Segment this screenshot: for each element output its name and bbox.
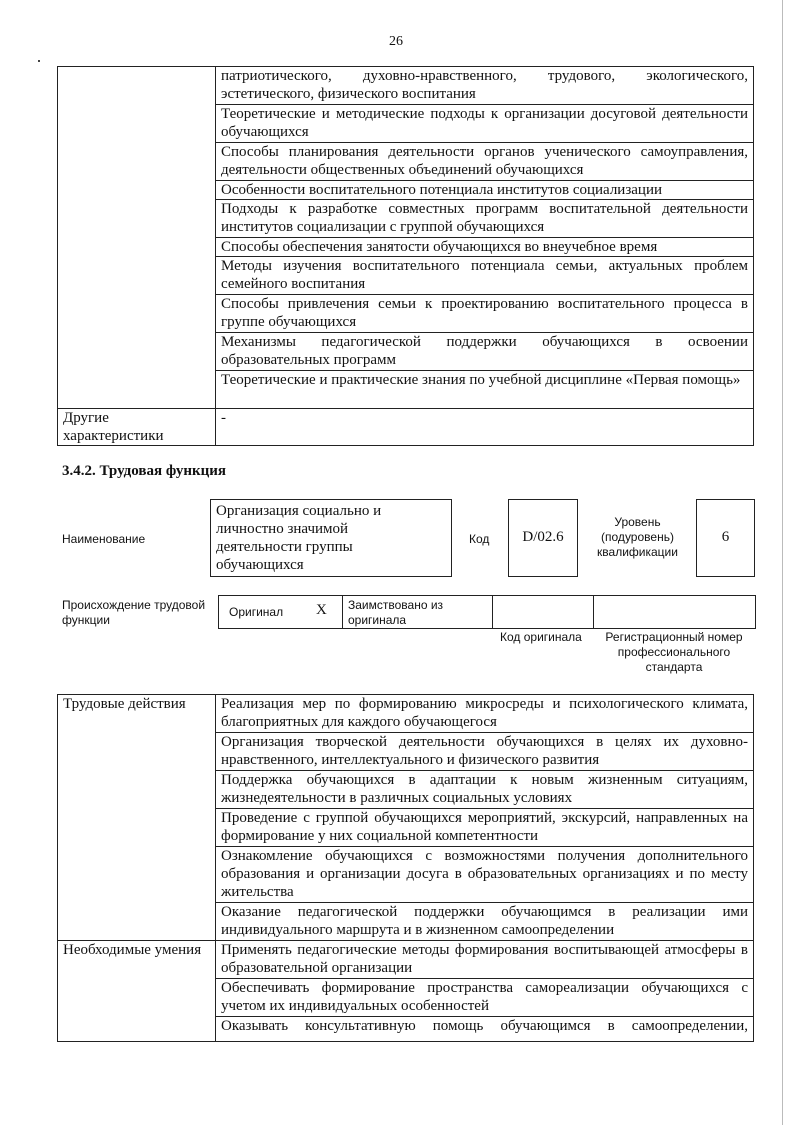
name-box	[210, 499, 452, 577]
skill-item: Обеспечивать формирование пространства самореализации обучающихся с учетом их индивидуальных особенностей	[216, 979, 754, 1017]
section-title: 3.4.2. Трудовая функция	[62, 463, 227, 479]
category-cell-empty	[58, 67, 216, 409]
level-box	[696, 499, 755, 577]
borrowed-label: Заимствовано из оригинала	[348, 598, 444, 627]
scan-edge	[782, 0, 783, 1125]
table-row	[58, 941, 754, 979]
name-value: Организация социально и личностно значимой деятельности группы обучающихся	[216, 503, 382, 573]
actions-label: Трудовые действия	[58, 695, 216, 941]
origin-label: Происхождение трудовой функции	[62, 598, 206, 627]
divider	[492, 596, 493, 628]
knowledge-item: Методы изучения воспитательного потенциала семьи, актуальных проблем семейного воспитания	[216, 257, 754, 295]
action-item: Ознакомление обучающихся с возможностями получения дополнительного образования и организации досуга в образовательных организациях и по месту жительства	[216, 847, 754, 903]
original-code-label: Код оригинала	[500, 630, 582, 644]
knowledge-item: Механизмы педагогической поддержки обучающихся в освоении образовательных программ	[216, 333, 754, 371]
action-item: Оказание педагогической поддержки обучающимся в реализации ими индивидуального маршрута и в жизненном самоопределении	[216, 903, 754, 941]
divider	[342, 596, 343, 628]
knowledge-item: Способы планирования деятельности органов ученического самоуправления, деятельности общественных объединений обучающихся	[216, 143, 754, 181]
code-box	[508, 499, 578, 577]
name-label: Наименование	[62, 532, 146, 546]
skills-label: Необходимые умения	[58, 941, 216, 1042]
level-label: Уровень (подуровень) квалификации	[597, 515, 678, 559]
other-characteristics-value: -	[216, 409, 754, 446]
action-item: Поддержка обучающихся в адаптации к новым жизненным ситуациям, жизнедеятельности в различных социальных условиях	[216, 771, 754, 809]
divider	[593, 596, 594, 628]
original-mark: X	[316, 602, 327, 618]
skill-item: Применять педагогические методы формирования воспитывающей атмосферы в образовательной организации	[216, 941, 754, 979]
knowledge-item: Способы привлечения семьи к проектированию воспитательного процесса в группе обучающихся	[216, 295, 754, 333]
origin-box	[218, 595, 756, 629]
skill-item: Оказывать консультативную помощь обучающимся в самоопределении,	[216, 1017, 754, 1042]
table-row	[58, 67, 754, 105]
action-item: Организация творческой деятельности обучающихся в целях их духовно-нравственного, интеллектуального и физического развития	[216, 733, 754, 771]
knowledge-item: Способы обеспечения занятости обучающихся во внеучебное время	[216, 238, 754, 257]
labor-function-table	[57, 694, 754, 1042]
table-row	[58, 409, 754, 446]
knowledge-item: Теоретические и методические подходы к организации досуговой деятельности обучающихся	[216, 105, 754, 143]
level-value: 6	[721, 529, 730, 545]
table-row	[58, 695, 754, 733]
reg-number-label: Регистрационный номер профессионального стандарта	[605, 630, 743, 674]
action-item: Проведение с группой обучающихся мероприятий, экскурсий, направленных на формирование у них социальной компетентности	[216, 809, 754, 847]
action-item: Реализация мер по формированию микросреды и психологического климата, благоприятных для каждого обучающегося	[216, 695, 754, 733]
other-characteristics-label: Другие характеристики	[58, 409, 216, 446]
scan-dot	[38, 60, 40, 62]
code-label: Код	[469, 532, 490, 546]
knowledge-item: Особенности воспитательного потенциала институтов социализации	[216, 181, 754, 200]
knowledge-table-continued	[57, 66, 754, 446]
page-number: 26	[389, 34, 403, 49]
knowledge-item: патриотического, духовно-нравственного, трудового, экологического, эстетического, физического воспитания	[216, 67, 754, 105]
code-value: D/02.6	[522, 529, 564, 545]
knowledge-item: Подходы к разработке совместных программ воспитательной деятельности институтов социализации с группой обучающихся	[216, 200, 754, 238]
original-label: Оригинал	[229, 605, 284, 619]
knowledge-item: Теоретические и практические знания по учебной дисциплине «Первая помощь»	[216, 371, 754, 409]
